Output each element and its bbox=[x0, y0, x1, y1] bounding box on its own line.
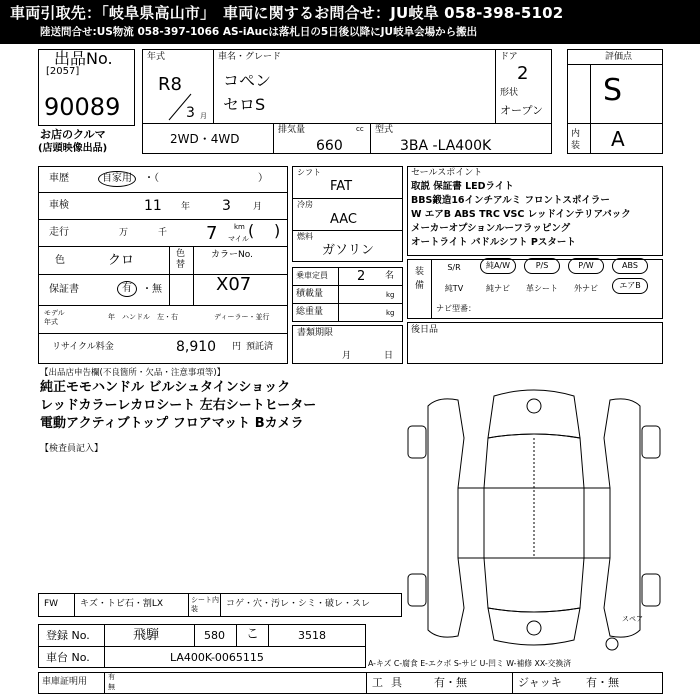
doc-expiry-day: 日 bbox=[384, 351, 394, 361]
equipment-leather: 革シート bbox=[526, 284, 558, 293]
recycle-label: リサイクル料金 bbox=[52, 342, 114, 352]
history-label: 車歴 bbox=[49, 173, 69, 184]
history-close: ） bbox=[258, 173, 268, 184]
later-items-label: 後日品 bbox=[411, 325, 439, 335]
sales-point-line: 取説 保証書 LEDライト bbox=[411, 181, 514, 192]
displacement-value: 660 bbox=[316, 138, 343, 154]
mileage-bracket-close: ) bbox=[274, 221, 281, 240]
load-unit: kg bbox=[386, 291, 395, 299]
chassis-value: LA400K-0065115 bbox=[170, 651, 264, 664]
inspection-month-unit: 月 bbox=[253, 202, 263, 212]
type-value: 3BA -LA400K bbox=[400, 138, 492, 154]
sales-point-line: BBS鍛造16インチアルミ フロントスポイラー bbox=[411, 195, 610, 206]
equipment-abs: ABS bbox=[612, 258, 648, 274]
handle-row: ハンドル 左・右 bbox=[122, 313, 178, 321]
doors-label: ドア bbox=[500, 52, 518, 62]
fuel-label: 燃料 bbox=[297, 232, 313, 241]
header-title: 車両引取先：「岐阜県高山市」 車両に関するお問合せ：JU岐阜 058-398-5102 bbox=[10, 4, 564, 22]
weight-label: 総重量 bbox=[296, 307, 324, 317]
displacement-label: 排気量 bbox=[278, 125, 306, 135]
registration-kana: こ bbox=[246, 627, 260, 642]
evaluation-label: 評価点 bbox=[605, 52, 633, 62]
mileage-unit-mile: マイル bbox=[228, 235, 249, 243]
tools-label: 工具 bbox=[372, 676, 410, 689]
shape-value: オープン bbox=[500, 104, 544, 117]
seat-items: コゲ・穴・汚レ・シミ・破レ・スレ bbox=[226, 599, 371, 609]
history-dot: ・（ bbox=[144, 173, 159, 184]
dealer-row: ディーラー・並行 bbox=[214, 313, 270, 321]
equipment-airbag: エアB bbox=[612, 278, 648, 294]
remarks-line: レッドカラーレカロシート 左右シートヒーター bbox=[40, 398, 317, 413]
sales-point-line: メーカーオプションルーフラッピング bbox=[411, 223, 571, 234]
recycle-note: 預託済 bbox=[246, 342, 274, 352]
recycle-unit: 円 bbox=[232, 342, 242, 352]
inspection-label: 車検 bbox=[49, 200, 69, 211]
mileage-value: 7 bbox=[206, 223, 218, 244]
fw-label: FW bbox=[44, 599, 59, 609]
inspection-year-unit: 年 bbox=[181, 202, 191, 212]
sales-points-label: セールスポイント bbox=[411, 168, 483, 178]
seat-label: シート内装 bbox=[191, 596, 219, 613]
warranty-yes: 有 bbox=[117, 281, 137, 297]
evaluation-score: S bbox=[603, 73, 623, 108]
drive-value: 2WD・4WD bbox=[170, 132, 240, 146]
inspection-month: 3 bbox=[222, 198, 231, 214]
mileage-label: 走行 bbox=[49, 227, 69, 238]
shift-value: FAT bbox=[330, 179, 353, 194]
year-label: 年式 bbox=[147, 52, 166, 62]
weight-unit: kg bbox=[386, 309, 395, 317]
shop-car-note: (店頭映像出品) bbox=[38, 143, 108, 154]
equipment-label: 装備 bbox=[415, 267, 425, 291]
remarks-header: 【出品店申告欄(不良箇所・欠品・注意事項等)】 bbox=[40, 368, 226, 378]
repaint-label: 色替 bbox=[176, 249, 186, 270]
navi-model-label: ナビ型番： bbox=[436, 304, 476, 313]
capacity-unit: 名 bbox=[385, 271, 395, 281]
model-label: 車名・グレード bbox=[218, 52, 282, 62]
bottom-row bbox=[38, 672, 663, 694]
equipment-navi: 純ナビ bbox=[486, 284, 510, 293]
shop-car-label: お店のクルマ bbox=[40, 128, 106, 141]
warranty-no: ・無 bbox=[142, 284, 162, 295]
displacement-unit: cc bbox=[356, 125, 364, 133]
shift-label: シフト bbox=[297, 168, 321, 177]
certificate-nashi: 無 bbox=[108, 683, 115, 691]
mileage-sen: 千 bbox=[158, 228, 168, 238]
later-items-box bbox=[407, 322, 663, 364]
sales-point-line: オートライト パドルシフト Pスタート bbox=[411, 237, 576, 248]
spare-label: スペア bbox=[622, 615, 643, 623]
registration-class: 580 bbox=[204, 629, 225, 642]
registration-place: 飛騨 bbox=[133, 628, 160, 643]
capacity-label: 乗車定員 bbox=[296, 271, 328, 280]
mileage-man: 万 bbox=[119, 228, 129, 238]
year-month: 3 bbox=[186, 105, 195, 121]
fuel-value: ガソリン bbox=[322, 243, 375, 258]
history-own: 自家用 bbox=[98, 171, 136, 187]
type-label: 型式 bbox=[375, 125, 394, 135]
model-grade: セロS bbox=[223, 95, 266, 114]
jack-value: 有・無 bbox=[586, 676, 619, 689]
capacity-value: 2 bbox=[357, 269, 366, 284]
interior-score: A bbox=[611, 127, 625, 151]
certificate-ari: 有 bbox=[108, 673, 115, 681]
jack-label: ジャッキ bbox=[518, 676, 562, 689]
equipment-power-steering: P/S bbox=[524, 258, 560, 274]
mileage-bracket: ( bbox=[248, 221, 255, 240]
mileage-unit-km: km bbox=[234, 223, 245, 231]
doc-expiry-label: 書類期限 bbox=[297, 328, 334, 338]
year-era: R8 bbox=[158, 74, 182, 95]
ac-label: 冷房 bbox=[297, 200, 313, 209]
color-value: クロ bbox=[108, 253, 135, 268]
inspection-year: 11 bbox=[144, 198, 162, 214]
color-code-label: カラーNo. bbox=[211, 250, 253, 260]
equipment-tv: 純TV bbox=[444, 284, 464, 293]
interior-label: 内装 bbox=[571, 129, 581, 151]
fw-items: キズ・トビ石・割LX bbox=[80, 599, 164, 609]
lot-title: 出品No. bbox=[54, 49, 113, 68]
chassis-label: 車台 No. bbox=[46, 651, 90, 664]
color-label: 色 bbox=[55, 255, 65, 266]
equipment-alloy-wheels: 純A/W bbox=[480, 258, 516, 274]
recycle-value: 8,910 bbox=[176, 339, 217, 355]
doors-value: 2 bbox=[517, 63, 529, 84]
ac-value: AAC bbox=[330, 212, 357, 227]
load-label: 積載量 bbox=[296, 289, 324, 299]
equipment-power-windows: P/W bbox=[568, 258, 604, 274]
remarks-line: 純正モモハンドル ビルシュタインショック bbox=[40, 380, 291, 395]
equipment-ext-navi: 外ナビ bbox=[574, 284, 598, 293]
registration-label: 登録 No. bbox=[46, 629, 90, 642]
inspector-label: 【検査員記入】 bbox=[40, 444, 104, 454]
registration-number: 3518 bbox=[298, 629, 326, 642]
lot-number: 90089 bbox=[44, 93, 121, 121]
color-code: X07 bbox=[216, 274, 252, 295]
model-year-unit: 年 bbox=[108, 313, 115, 321]
tools-value: 有・無 bbox=[434, 676, 467, 689]
model-name: コペン bbox=[223, 71, 272, 90]
certificate-label: 車庫証明用 bbox=[42, 677, 88, 687]
sales-point-line: W エアB ABS TRC VSC レッドインテリアパック bbox=[411, 209, 631, 220]
remarks-line: 電動アクティブトップ フロアマット Bカメラ bbox=[40, 416, 304, 431]
details-box bbox=[38, 166, 288, 364]
header-subtitle: 陸送問合せ:US物流 058-397-1066 AS-iAucは落札日の5日後以降にJU岐阜会場から搬出 bbox=[40, 26, 478, 38]
doc-expiry-month: 月 bbox=[342, 351, 352, 361]
lot-sub-number: [2057] bbox=[46, 66, 80, 77]
damage-legend: A-キズ C-腐食 E-エクボ S-サビ U-凹ミ W-補修 XX-交換済 bbox=[368, 659, 572, 668]
equipment-sunroof: S/R bbox=[447, 263, 461, 272]
warranty-label: 保証書 bbox=[49, 284, 79, 295]
year-month-unit: 月 bbox=[200, 112, 207, 120]
model-year-label: モデル 年式 bbox=[44, 309, 65, 326]
shape-label: 形状 bbox=[500, 88, 519, 98]
